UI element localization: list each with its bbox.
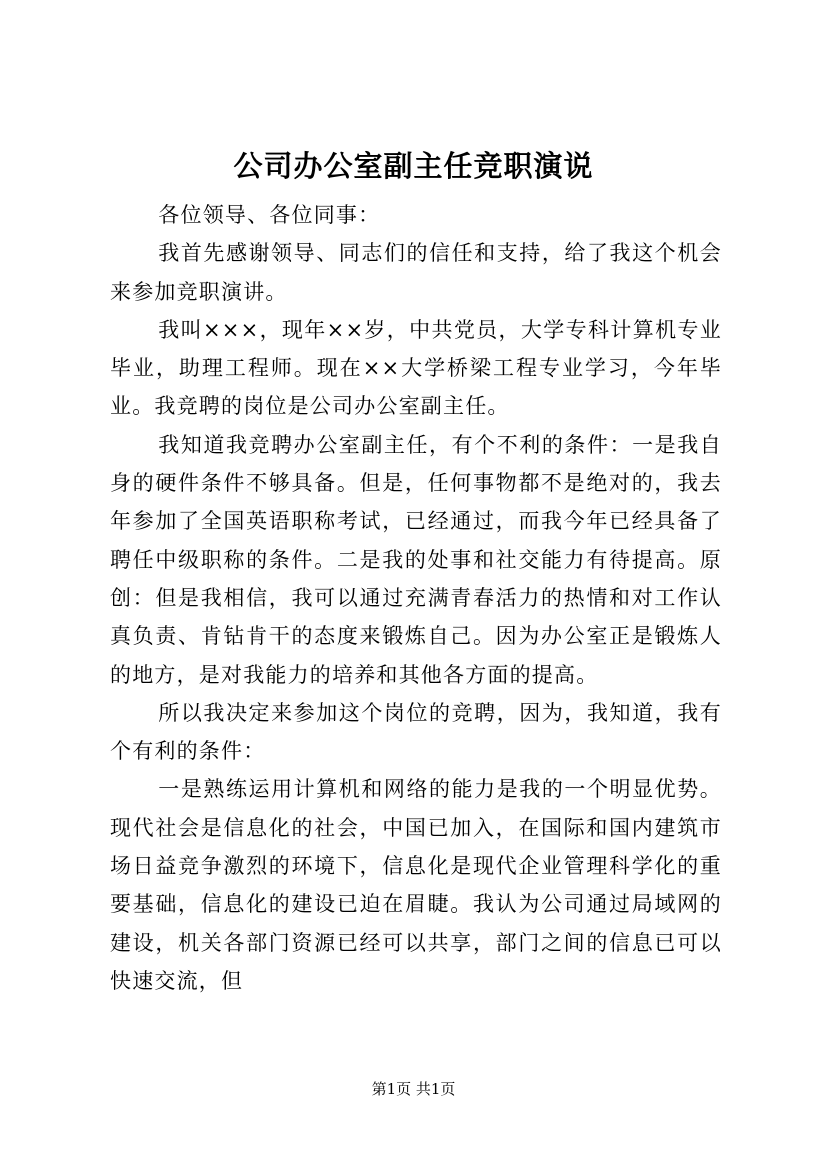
paragraph-decision: 所以我决定来参加这个岗位的竞聘，因为，我知道，我有个有利的条件：	[110, 700, 722, 764]
page-footer: 第1页 共1页	[371, 1080, 456, 1098]
paragraph-advantage-one: 一是熟练运用计算机和网络的能力是我的一个明显优势。现代社会是信息化的社会，中国已加入，在国际和国内建筑市场日益竞争激烈的环境下，信息化是现代企业管理科学化的重要基础，信息化的建设已迫在眉睫。我认为公司通过局域网的建设，机关各部门资源已经可以共享，部门之间的信息已可以快速交流，但	[110, 777, 722, 993]
document-title: 公司办公室副主任竞职演说	[233, 149, 594, 183]
paragraph-salutation: 各位领导、各位同事：	[158, 203, 381, 227]
paragraph-thanks: 我首先感谢领导、同志们的信任和支持，给了我这个机会来参加竞职演讲。	[110, 241, 722, 304]
paragraph-introduction: 我叫×××，现年××岁，中共党员，大学专科计算机专业毕业，助理工程师。现在××大学桥梁工程专业学习，今年毕业。我竞聘的岗位是公司办公室副主任。	[110, 317, 722, 419]
paragraph-disadvantages: 我知道我竞聘办公室副主任，有个不利的条件：一是我自身的硬件条件不够具备。但是，任何事物都不是绝对的，我去年参加了全国英语职称考试，已经通过，而我今年已经具备了聘任中级职称的条件。二是我的处事和社交能力有待提高。原创：但是我相信，我可以通过充满青春活力的热情和对工作认真负责、肯钻肯干的态度来锻炼自己。因为办公室正是锻炼人的地方，是对我能力的培养和其他各方面的提高。	[110, 432, 722, 687]
document-body	[110, 196, 722, 1000]
